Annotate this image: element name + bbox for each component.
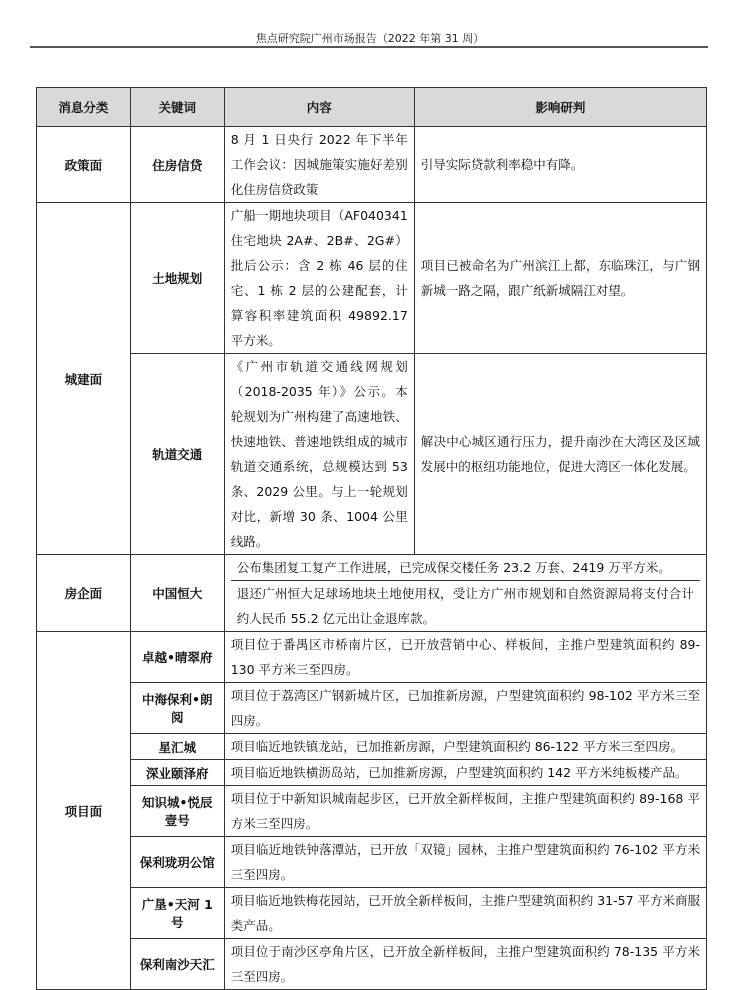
table-row (37, 354, 707, 555)
column-header-keyword: 关键词 (130, 88, 224, 127)
content-cell: 广船一期地块项目（AF040341 住宅地块 2A#、2B#、2G#）批后公示：含 2 栋 46 层的住宅、1 栋 2 层的公建配套，计算容积率建筑面积 49892.17 平方米。 (224, 203, 414, 354)
table-row (37, 127, 707, 203)
table-row (37, 734, 707, 760)
keyword-cell: 中海保利•朗阅 (130, 683, 224, 734)
keyword-cell: 土地规划 (130, 203, 224, 354)
content-cell: 项目位于南沙区亭角片区，已开放全新样板间，主推户型建筑面积约 78-135 平方米三至四房。 (224, 939, 706, 990)
content-cell: 项目位于荔湾区广钢新城片区，已加推新房源，户型建筑面积约 98-102 平方米三至四房。 (224, 683, 706, 734)
content-cell: 《广州市轨道交通线网规划（2018-2035 年）》公示。本轮规划为广州构建了高速地铁、快速地铁、普速地铁组成的城市轨道交通系统，总规模达到 53 条、2029 公里。与上一轮规划对比，新增 30 条、1004 公里线路。 (224, 354, 414, 555)
content-cell: 项目临近地铁钟落潭站，已开放「双镜」园林，主推户型建筑面积约 76-102 平方米三至四房。 (224, 837, 706, 888)
impact-cell: 解决中心城区通行压力，提升南沙在大湾区及区域发展中的枢纽功能地位，促进大湾区一体化发展。 (414, 354, 706, 555)
keyword-cell: 保利南沙天汇 (130, 939, 224, 990)
content-cell: 项目位于番禺区市桥南片区，已开放营销中心、样板间，主推户型建筑面积约 89-130 平方米三至四房。 (224, 632, 706, 683)
keyword-cell: 广垦•天河 1 号 (130, 888, 224, 939)
table-row (37, 786, 707, 837)
impact-cell: 引导实际贷款利率稳中有降。 (414, 127, 706, 203)
keyword-cell: 住房信贷 (130, 127, 224, 203)
content-cell: 项目临近地铁横沥岛站，已加推新房源，户型建筑面积约 142 平方米纯板楼产品。 (224, 760, 706, 786)
column-header-category: 消息分类 (37, 88, 131, 127)
content-cell: 项目临近地铁梅花园站，已开放全新样板间，主推户型建筑面积约 31-57 平方米商服类产品。 (224, 888, 706, 939)
page-header: 焦点研究院广州市场报告（2022 年第 31 周） (255, 32, 485, 45)
table-row (37, 632, 707, 683)
keyword-cell: 知识城•悦辰壹号 (130, 786, 224, 837)
category-cell: 项目面 (37, 632, 131, 990)
content-cell (224, 555, 706, 632)
keyword-cell: 轨道交通 (130, 354, 224, 555)
table-row (37, 888, 707, 939)
table-header-row (37, 88, 707, 127)
table-row (37, 760, 707, 786)
keyword-cell: 深业颐泽府 (130, 760, 224, 786)
keyword-cell: 保利珑玥公馆 (130, 837, 224, 888)
impact-cell: 项目已被命名为广州滨江上都，东临珠江，与广钢新城一路之隔，跟广纸新城隔江对望。 (414, 203, 706, 354)
category-cell: 城建面 (37, 203, 131, 555)
keyword-cell: 中国恒大 (130, 555, 224, 632)
table-row (37, 203, 707, 354)
keyword-cell: 卓越•晴翠府 (130, 632, 224, 683)
developer-item: 退还广州恒大足球场地块土地使用权，受让方广州市规划和自然资源局将支付合计约人民币 55.2 亿元出让金退库款。 (236, 586, 694, 626)
developer-item: 公布集团复工复产工作进展，已完成保交楼任务 23.2 万套、2419 万平方米。 (231, 555, 700, 581)
content-cell: 项目临近地铁镇龙站，已加推新房源，户型建筑面积约 86-122 平方米三至四房。 (224, 734, 706, 760)
table-row (37, 555, 707, 632)
table-row (37, 837, 707, 888)
content-cell: 项目位于中新知识城南起步区，已开放全新样板间，主推户型建筑面积约 89-168 平方米三至四房。 (224, 786, 706, 837)
table-row (37, 939, 707, 990)
keyword-cell: 星汇城 (130, 734, 224, 760)
content-cell: 8 月 1 日央行 2022 年下半年工作会议：因城施策实施好差别化住房信贷政策 (224, 127, 414, 203)
column-header-content: 内容 (224, 88, 414, 127)
category-cell: 政策面 (37, 127, 131, 203)
table-row (37, 683, 707, 734)
column-header-impact: 影响研判 (414, 88, 706, 127)
category-cell: 房企面 (37, 555, 131, 632)
market-news-table (36, 87, 707, 990)
header-rule (30, 46, 708, 48)
